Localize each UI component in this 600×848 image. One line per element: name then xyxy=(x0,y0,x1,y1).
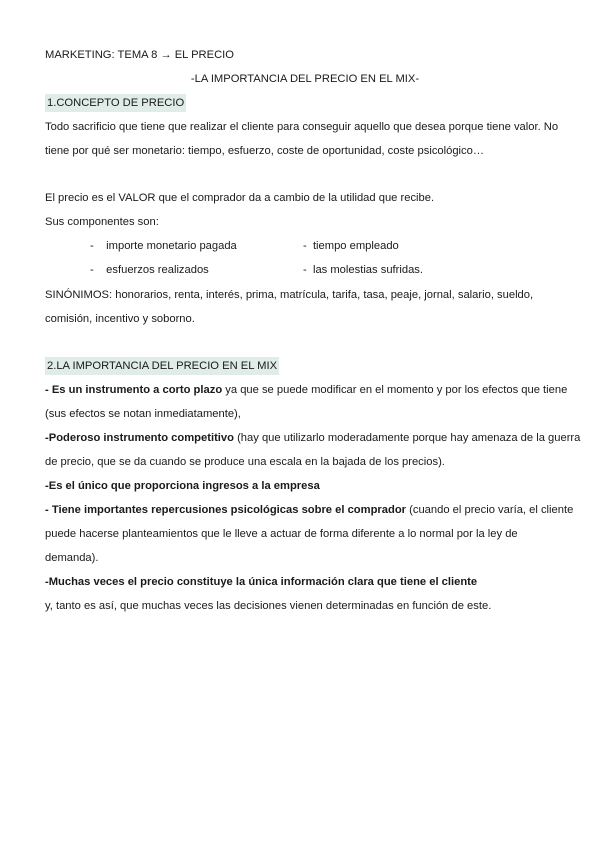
component-item: - tiempo empleado xyxy=(303,240,399,252)
item-2-bold: -Poderoso instrumento competitivo xyxy=(45,432,234,444)
component-item: - las molestias sufridas. xyxy=(303,264,424,276)
item-2-rest: (hay que utilizarlo moderadamente porque hay amenaza de la guerra xyxy=(233,432,581,444)
item-1-line-2: (sus efectos se notan inmediatamente), xyxy=(45,408,241,420)
component-item: - importe monetario pagada xyxy=(90,240,237,252)
item-4-bold: - Tiene importantes repercusiones psicológicas sobre el comprador xyxy=(45,504,407,516)
component-text: importe monetario pagada xyxy=(106,240,237,252)
components-intro: Sus componentes son: xyxy=(45,216,159,228)
item-5-line-2: y, tanto es así, que muchas veces las decisiones vienen determinadas en función de este. xyxy=(45,600,492,612)
item-3 xyxy=(45,478,560,494)
item-2-line-1 xyxy=(45,430,581,446)
component-text: esfuerzos realizados xyxy=(106,264,209,276)
item-4-line-2: puede hacerse planteamientos que le lleve a actuar de forma diferente a lo normal por la ley de xyxy=(45,528,518,540)
item-2-line-2: de precio, que se da cuando se produce una escala en la bajada de los precios). xyxy=(45,456,445,468)
item-4-line-1 xyxy=(45,502,574,518)
section-2-heading-text: 2.LA IMPORTANCIA DEL PRECIO EN EL MIX xyxy=(45,357,279,375)
item-1-line-1 xyxy=(45,382,568,398)
item-5-line-1 xyxy=(45,574,560,590)
section-1-heading-text: 1.CONCEPTO DE PRECIO xyxy=(45,94,186,112)
item-5-bold: -Muchas veces el precio constituye la única información clara que tiene el cliente xyxy=(45,576,478,588)
component-text: las molestias sufridas. xyxy=(312,264,424,276)
item-4-rest: (cuando el precio varía, el cliente xyxy=(406,504,574,516)
item-1-rest: ya que se puede modificar en el momento y por los efectos que tiene xyxy=(222,384,568,396)
document-title: MARKETING: TEMA 8 → EL PRECIO xyxy=(45,49,234,61)
document-subtitle: -LA IMPORTANCIA DEL PRECIO EN EL MIX- xyxy=(190,73,420,85)
paragraph-1-line-1: Todo sacrificio que tiene que realizar el cliente para conseguir aquello que desea porque tiene valor. No xyxy=(45,121,559,133)
item-1-bold: - Es un instrumento a corto plazo xyxy=(45,384,223,396)
component-text: tiempo empleado xyxy=(312,240,399,252)
synonyms-line-1: SINÓNIMOS: honorarios, renta, interés, prima, matrícula, tarifa, tasa, peaje, jornal, salario, sueldo, xyxy=(45,289,534,301)
item-3-bold: -Es el único que proporciona ingresos a la empresa xyxy=(45,480,320,492)
synonyms-line-2: comisión, incentivo y soborno. xyxy=(45,313,195,325)
paragraph-2: El precio es el VALOR que el comprador da a cambio de la utilidad que recibe. xyxy=(45,192,435,204)
section-1-heading xyxy=(45,94,560,112)
paragraph-1-line-2: tiene por qué ser monetario: tiempo, esfuerzo, coste de oportunidad, coste psicológico… xyxy=(45,145,485,157)
component-item: - esfuerzos realizados xyxy=(90,264,209,276)
section-2-heading xyxy=(45,357,560,375)
item-4-line-3: demanda). xyxy=(45,552,99,564)
